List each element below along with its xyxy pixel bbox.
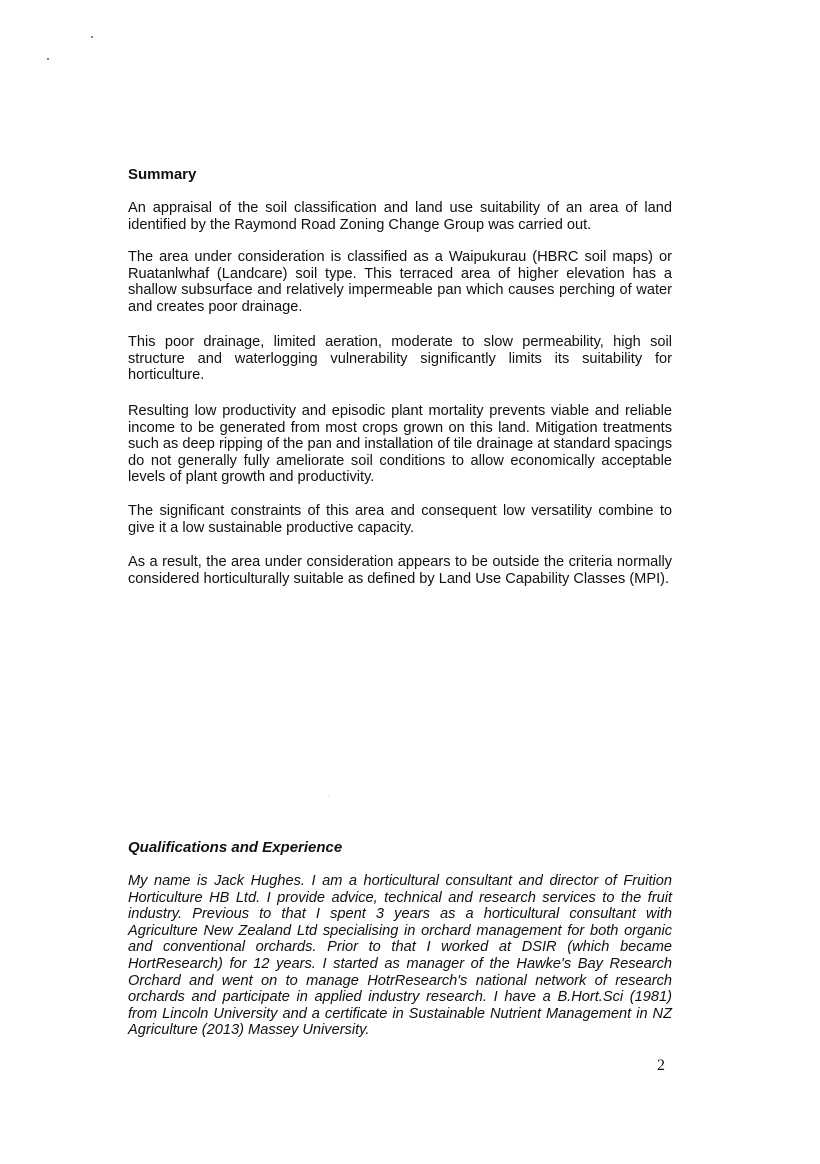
summary-heading: Summary: [128, 166, 197, 183]
summary-paragraph: An appraisal of the soil classification and land use suitability of an area of land identified by the Raymond Road Zoning Change Group was carried out.: [128, 200, 672, 233]
scan-speck: [91, 36, 93, 38]
summary-paragraph: The area under consideration is classified as a Waipukurau (HBRC soil maps) or Ruatanlwhaf (Landcare) soil type. This terraced area of higher elevation has a shallow subsurface and relatively impermeable pan which causes perching of water and creates poor drainage.: [128, 249, 672, 315]
scan-speck: [328, 795, 329, 796]
summary-paragraph: As a result, the area under consideration appears to be outside the criteria normally considered horticulturally suitable as defined by Land Use Capability Classes (MPI).: [128, 554, 672, 587]
summary-paragraph: The significant constraints of this area and consequent low versatility combine to give it a low sustainable productive capacity.: [128, 503, 672, 536]
qualifications-heading: Qualifications and Experience: [128, 839, 343, 856]
qualifications-paragraph: My name is Jack Hughes. I am a horticultural consultant and director of Fruition Horticulture HB Ltd. I provide advice, technical and research services to the fruit industry. Previous to that I spent 3 years as a horticultural consultant with Agriculture New Zealand Ltd specialising in orchard management for both organic and conventional orchards. Prior to that I worked at DSIR (which became HortResearch) for 12 years. I started as manager of the Hawke's Bay Research Orchard and went on to manage HotrResearch's national network of research orchards and participate in applied industry research. I have a B.Hort.Sci (1981) from Lincoln University and a certificate in Sustainable Nutrient Management in NZ Agriculture (2013) Massey University.: [128, 873, 672, 1039]
page-number: 2: [657, 1057, 665, 1074]
scan-speck: [47, 58, 49, 60]
summary-paragraph: Resulting low productivity and episodic plant mortality prevents viable and reliable income to be generated from most crops grown on this land. Mitigation treatments such as deep ripping of the pan and installation of tile drainage at standard spacings do not generally fully ameliorate soil conditions to allow economically acceptable levels of plant growth and productivity.: [128, 403, 672, 486]
summary-paragraph: This poor drainage, limited aeration, moderate to slow permeability, high soil structure and waterlogging vulnerability significantly limits its suitability for horticulture.: [128, 334, 672, 384]
